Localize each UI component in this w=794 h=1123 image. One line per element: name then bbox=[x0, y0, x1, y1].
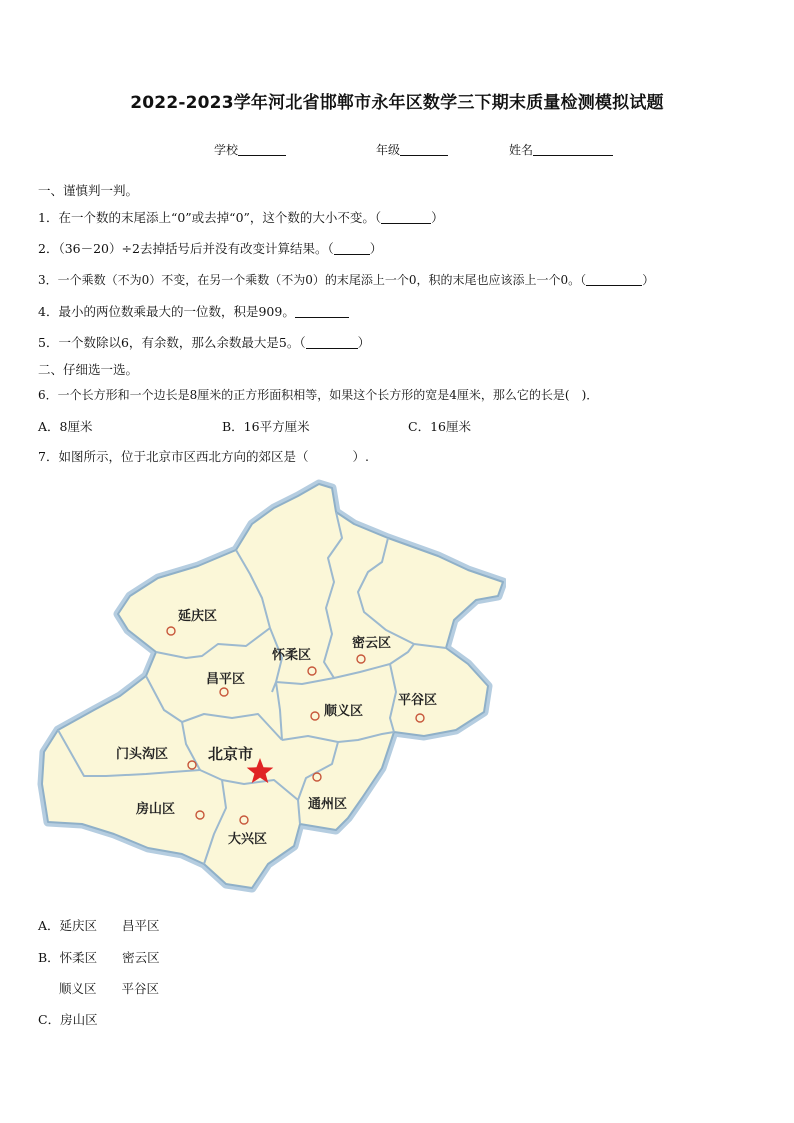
question-1 bbox=[38, 208, 444, 226]
label-miyun: 密云区 bbox=[352, 636, 392, 651]
paren-close: ） bbox=[642, 273, 655, 287]
q6-option-b[interactable]: B．16平方厘米 bbox=[222, 419, 310, 434]
question-number: 3． bbox=[38, 273, 58, 287]
question-number: 4． bbox=[38, 304, 59, 319]
school-field bbox=[214, 141, 286, 158]
question-number: 2． bbox=[38, 241, 59, 256]
label-shunyi: 顺义区 bbox=[324, 704, 364, 719]
beijing-district-map bbox=[36, 478, 506, 898]
section-1-heading: 一、谨慎判一判。 bbox=[38, 183, 139, 198]
question-number: 6． bbox=[38, 388, 58, 402]
page-title: 2022-2023学年河北省邯郸市永年区数学三下期末质量检测模拟试题 bbox=[130, 93, 664, 113]
answer-blank[interactable] bbox=[381, 212, 431, 224]
answer-blank[interactable] bbox=[586, 274, 642, 286]
label-huairou: 怀柔区 bbox=[272, 648, 312, 663]
school-blank[interactable] bbox=[238, 143, 286, 156]
section-2-heading: 二、仔细选一选。 bbox=[38, 362, 139, 377]
grade-blank[interactable] bbox=[400, 143, 448, 156]
label-beijing: 北京市 bbox=[208, 745, 254, 763]
grade-label: 年级 bbox=[376, 143, 401, 157]
question-text: 一个乘数（不为0）不变，在另一个乘数（不为0）的末尾添上一个0，积的末尾也应该添上一个0。（ bbox=[57, 273, 587, 287]
paren-close: ） bbox=[431, 210, 444, 225]
grade-field bbox=[376, 141, 448, 158]
q7-option-a[interactable]: A．延庆区 昌平区 bbox=[38, 918, 160, 933]
map-land bbox=[42, 484, 503, 888]
question-text: 在一个数的末尾添上“0”或去掉“0”，这个数的大小不变。（ bbox=[58, 210, 382, 225]
question-3 bbox=[38, 271, 654, 288]
school-label: 学校 bbox=[214, 143, 239, 157]
question-number: 1． bbox=[38, 210, 59, 225]
paren-close: )． bbox=[581, 388, 599, 402]
label-fangshan: 房山区 bbox=[136, 802, 176, 817]
q6-option-c[interactable]: C．16厘米 bbox=[408, 419, 471, 434]
question-text: 一个数除以6，有余数，那么余数最大是5。（ bbox=[58, 335, 306, 350]
question-text: 如图所示，位于北京市区西北方向的郊区是（ bbox=[58, 449, 309, 464]
paren-close: ） bbox=[369, 241, 383, 256]
answer-blank[interactable] bbox=[306, 337, 358, 349]
paren-close: ） bbox=[357, 335, 371, 350]
label-yanqing: 延庆区 bbox=[178, 609, 218, 624]
label-tongzhou: 通州区 bbox=[308, 797, 348, 812]
q7-option-b-line2: 顺义区 平谷区 bbox=[59, 981, 160, 996]
label-changping: 昌平区 bbox=[206, 672, 246, 687]
question-7 bbox=[38, 447, 369, 465]
name-blank[interactable] bbox=[533, 143, 613, 156]
name-label: 姓名 bbox=[509, 143, 534, 157]
question-5 bbox=[38, 333, 370, 351]
question-text: 一个长方形和一个边长是8厘米的正方形面积相等，如果这个长方形的宽是4厘米，那么它的长是( bbox=[57, 388, 570, 402]
question-text: （36－20）÷2去掉括号后并没有改变计算结果。（ bbox=[58, 241, 334, 256]
name-field bbox=[509, 141, 613, 158]
q7-option-b[interactable]: B．怀柔区 密云区 bbox=[38, 950, 160, 965]
q7-option-c[interactable]: C．房山区 bbox=[38, 1012, 98, 1027]
answer-blank[interactable] bbox=[334, 243, 370, 255]
q6-option-a[interactable]: A．8厘米 bbox=[38, 419, 93, 434]
question-4 bbox=[38, 302, 349, 320]
question-6 bbox=[38, 386, 598, 403]
question-number: 7． bbox=[38, 449, 59, 464]
paren-close: ）. bbox=[352, 449, 369, 464]
question-2 bbox=[38, 239, 382, 257]
label-pinggu: 平谷区 bbox=[398, 693, 438, 708]
label-mentougou: 门头沟区 bbox=[116, 747, 169, 762]
question-number: 5． bbox=[38, 335, 59, 350]
answer-blank[interactable] bbox=[295, 305, 349, 318]
label-daxing: 大兴区 bbox=[228, 832, 268, 847]
question-text: 最小的两位数乘最大的一位数，积是909。 bbox=[58, 304, 295, 319]
